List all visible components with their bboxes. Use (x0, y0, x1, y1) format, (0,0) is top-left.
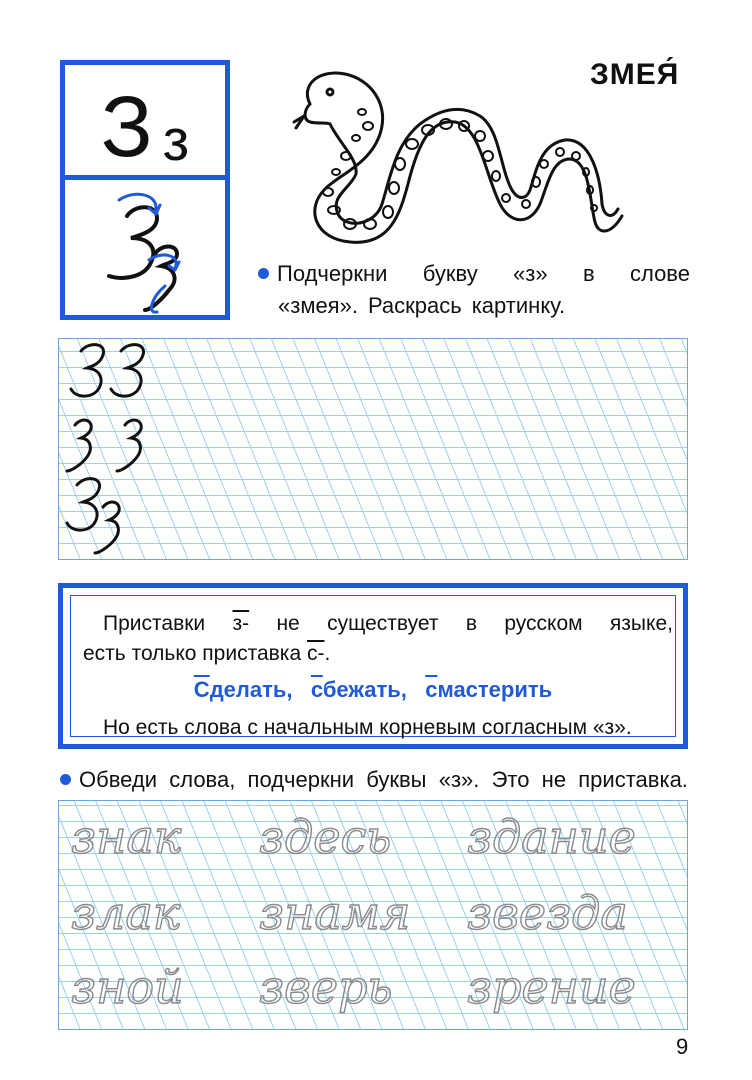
tracing-words (59, 801, 689, 1031)
practice-grid-letters[interactable] (58, 338, 688, 560)
rule-word: существует (327, 612, 439, 635)
rule-line2: есть только приставка с-. (83, 642, 331, 665)
task1-word: «змея». (278, 293, 358, 318)
rule-line3: Но есть слова с начальным корневым согласным «з». (103, 716, 632, 739)
letter-box (60, 60, 230, 320)
trace-word[interactable]: зрение (467, 960, 636, 1014)
task1-word: слове (629, 261, 690, 286)
task2-instruction (60, 764, 688, 796)
page-number: 9 (676, 1034, 689, 1059)
bullet-icon (258, 268, 269, 279)
print-upper-letter: З (100, 79, 153, 175)
task1-word: Раскрась (367, 293, 462, 318)
trace-word[interactable]: зверь (259, 960, 393, 1014)
example-word: смастерить (425, 677, 553, 702)
trace-word[interactable]: зной (71, 960, 184, 1014)
task1-word: «з» (513, 261, 548, 286)
snake-illustration (290, 64, 630, 254)
letter-box-divider (65, 175, 225, 180)
rule-line1 (103, 610, 673, 638)
task2-word: приставка. (578, 767, 688, 792)
print-letters (65, 75, 225, 175)
task2-word: «з». (438, 767, 480, 792)
trace-word[interactable]: знамя (259, 886, 411, 940)
practice-grid-words[interactable] (58, 800, 688, 1030)
task1-line2 (258, 290, 690, 322)
task1-word: картинку. (471, 293, 566, 318)
cursive-letter-model (85, 190, 205, 315)
word-title: ЗМЕЯ́ (590, 58, 680, 91)
example-word: сбежать, (310, 677, 407, 702)
trace-word[interactable]: звезда (467, 886, 628, 940)
cursive-letter-samples (59, 339, 689, 561)
task2-word: подчеркни (247, 767, 355, 792)
task2-line (60, 764, 688, 796)
example-word: Сделать, (193, 677, 293, 702)
rule-word: Приставки (103, 612, 206, 635)
prefix-mark-z: з- (232, 612, 250, 635)
task2-word: Обведи (60, 764, 157, 796)
rule-word: не (276, 612, 300, 635)
task2-word: не (541, 767, 567, 792)
task2-word: слова, (169, 767, 236, 792)
task1-word: букву (422, 261, 478, 286)
trace-word[interactable]: здание (467, 810, 636, 864)
prefix-mark-s: с- (306, 642, 325, 665)
trace-word[interactable]: здесь (259, 810, 392, 864)
task1-line1 (258, 258, 690, 290)
rule-examples (71, 676, 675, 704)
rule-box (58, 583, 688, 749)
rule-word: в (465, 612, 477, 635)
task2-word: Это (491, 767, 530, 792)
task1-word: Подчеркни (258, 258, 387, 290)
trace-word[interactable]: злак (71, 886, 181, 940)
task1-instruction (258, 258, 690, 322)
bullet-icon (60, 774, 71, 785)
task1-word: в (582, 261, 595, 286)
task2-word: буквы (366, 767, 427, 792)
rule-word: русском (504, 612, 583, 635)
trace-word[interactable]: знак (71, 810, 182, 864)
rule-word: языке, (609, 612, 673, 635)
rule-box-inner (70, 595, 676, 737)
print-lower-letter: з (162, 108, 190, 173)
